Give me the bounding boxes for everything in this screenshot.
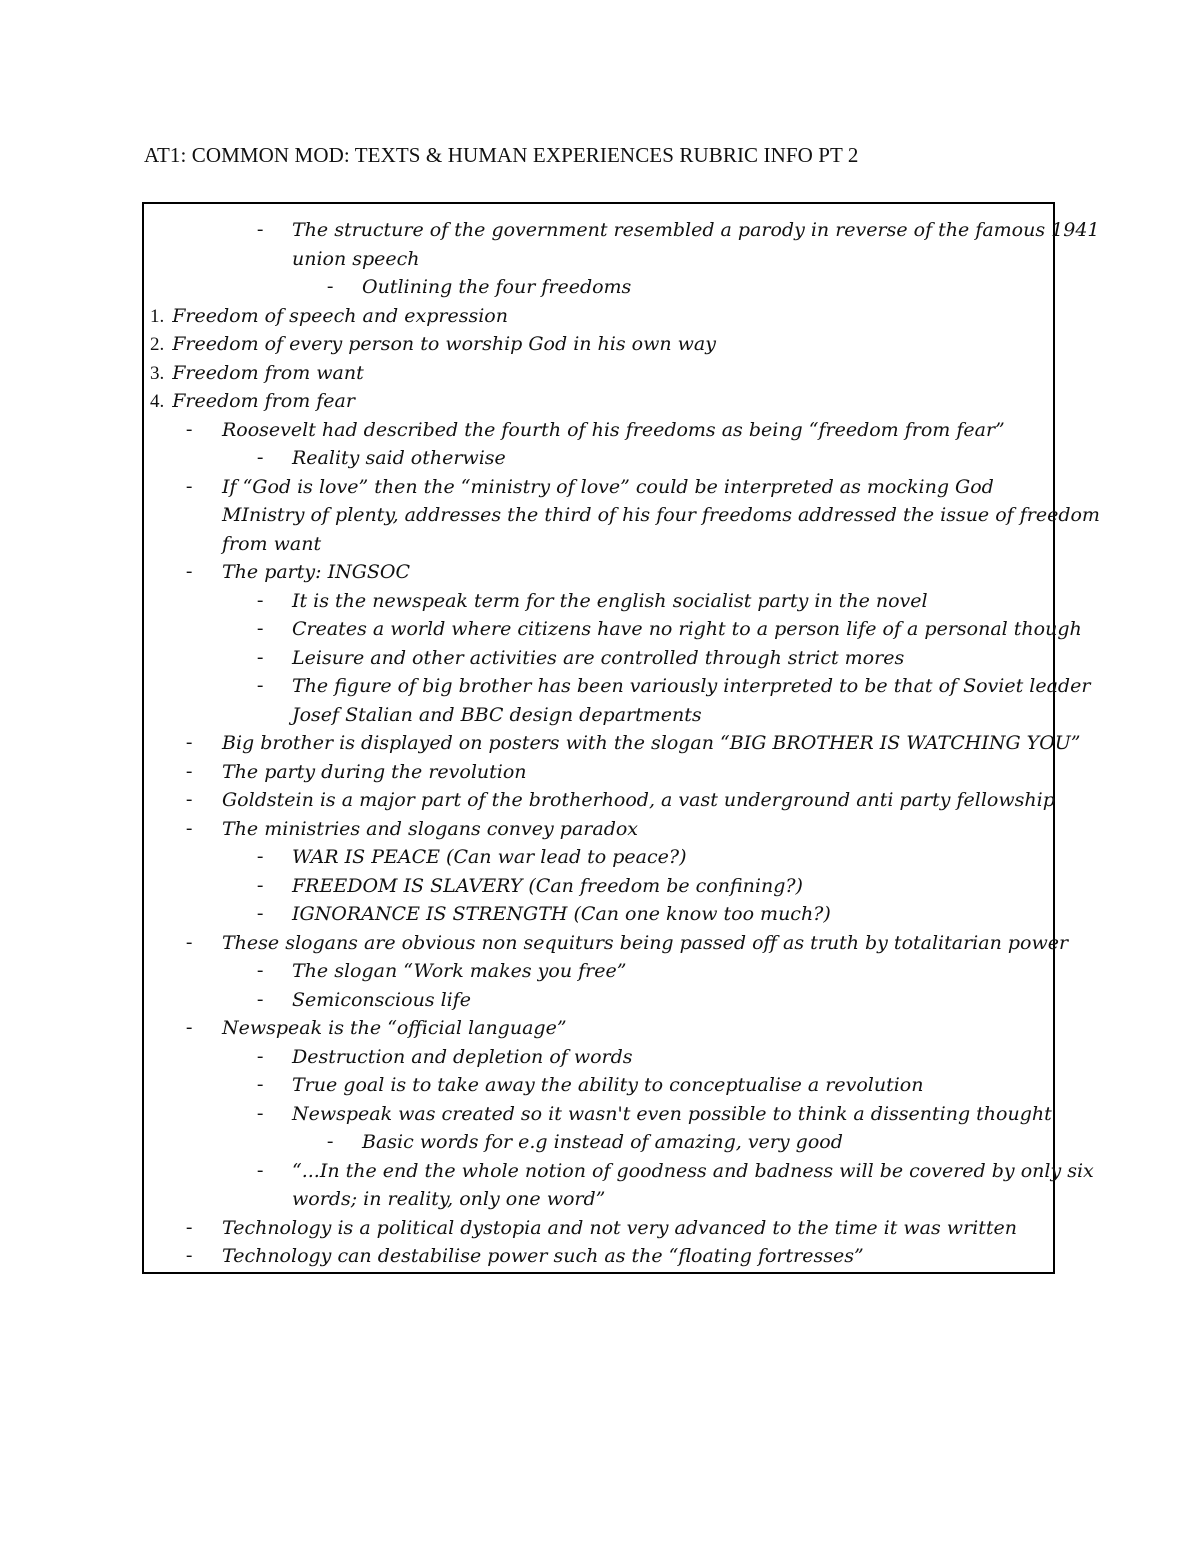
item-text: Freedom from want	[172, 361, 364, 384]
list-item	[222, 1242, 864, 1270]
bullet-dash: -	[257, 618, 264, 639]
bullet-dash: -	[186, 931, 193, 953]
list-item	[292, 1043, 633, 1071]
list-item	[292, 1157, 1094, 1185]
list-item	[222, 416, 1005, 444]
item-text: It is the newspeak term for the english socialist party in the novel	[292, 589, 928, 612]
item-text: True goal is to take away the ability to conceptualise a revolution	[292, 1074, 924, 1096]
bullet-dash: -	[257, 219, 264, 240]
item-text: Freedom of speech and expression	[172, 304, 508, 327]
bullet-dash: -	[257, 1159, 264, 1181]
item-text: The party during the revolution	[222, 760, 527, 783]
list-item	[292, 900, 831, 928]
bullet-dash: -	[257, 874, 264, 896]
list-item	[222, 729, 1081, 757]
list-item	[362, 1128, 843, 1156]
bullet-dash: -	[186, 1017, 193, 1038]
list-item	[292, 672, 1090, 700]
item-text: The structure of the government resembled a parody in reverse of the famous 1941	[292, 219, 1100, 241]
item-text: “...In the end the whole notion of goodness and badness will be covered by only six	[292, 1159, 1094, 1182]
item-text: Josef Stalian and BBC design departments	[292, 703, 702, 726]
list-item	[222, 786, 1055, 814]
list-item	[222, 530, 321, 558]
item-text: Big brother is displayed on posters with the slogan “BIG BROTHER IS WATCHING YOU”	[222, 732, 1081, 754]
item-text: MInistry of plenty, addresses the third of his four freedoms addressed the issue of freedom	[222, 504, 1100, 526]
list-item	[362, 273, 631, 301]
list-item	[292, 843, 686, 871]
item-text: Roosevelt had described the fourth of his freedoms as being “freedom from fear”	[222, 418, 1005, 441]
list-item	[292, 615, 1082, 643]
bullet-dash: -	[257, 646, 264, 668]
bullet-dash: -	[257, 589, 264, 611]
item-text: Leisure and other activities are controlled through strict mores	[292, 646, 905, 669]
item-text: The party: INGSOC	[222, 561, 411, 583]
list-item	[292, 216, 1100, 244]
item-text: Freedom of every person to worship God in his own way	[172, 333, 716, 355]
list-item	[292, 986, 471, 1014]
bullet-dash: -	[186, 1245, 193, 1266]
item-text: If “God is love” then the “ministry of love” could be interpreted as mocking God	[222, 475, 994, 498]
list-item	[292, 957, 626, 985]
list-item	[292, 245, 420, 273]
item-text: These slogans are obvious non sequiturs being passed off as truth by totalitarian power	[222, 931, 1069, 954]
item-text: Basic words for e.g instead of amazing, very good	[362, 1131, 843, 1153]
item-text: Destruction and depletion of words	[292, 1045, 633, 1068]
item-text: WAR IS PEACE (Can war lead to peace?)	[292, 846, 687, 868]
item-text: FREEDOM IS SLAVERY (Can freedom be confining?)	[292, 874, 803, 897]
item-text: Creates a world where citizens have no right to a person life of a personal though	[292, 618, 1082, 640]
bullet-dash: -	[327, 276, 334, 297]
bullet-dash: -	[186, 789, 193, 810]
bullet-dash: -	[186, 732, 193, 753]
list-item	[222, 501, 1100, 529]
list-item	[292, 644, 904, 672]
list-item	[292, 1071, 923, 1099]
item-text: Reality said otherwise	[292, 447, 506, 469]
list-item	[292, 1100, 1052, 1128]
list-item	[292, 701, 702, 729]
item-text: The slogan “Work makes you free”	[292, 960, 627, 982]
item-text: Technology is a political dystopia and not very advanced to the time it was written	[222, 1216, 1017, 1239]
list-item	[292, 587, 928, 615]
bullet-dash: -	[257, 960, 264, 981]
item-text: The figure of big brother has been variously interpreted to be that of Soviet leader	[292, 675, 1091, 697]
item-text: The ministries and slogans convey paradox	[222, 817, 639, 840]
item-text: Freedom from fear	[172, 390, 355, 412]
bullet-dash: -	[257, 675, 264, 696]
item-text: union speech	[292, 247, 420, 270]
bullet-dash: -	[257, 447, 264, 468]
list-item	[222, 1014, 567, 1042]
list-item	[292, 444, 506, 472]
list-item	[292, 1185, 605, 1213]
bullet-dash: -	[327, 1131, 334, 1152]
item-text: Semiconscious life	[292, 988, 472, 1011]
bullet-dash: -	[186, 817, 193, 839]
item-text: Goldstein is a major part of the brotherhood, a vast underground anti party fellowship	[222, 789, 1055, 811]
numbered-item	[150, 359, 364, 388]
bullet-dash: -	[257, 988, 264, 1010]
item-text: words; in reality, only one word”	[292, 1188, 606, 1210]
item-number: 2.	[150, 334, 165, 355]
bullet-dash: -	[186, 475, 193, 497]
list-item	[222, 815, 638, 843]
item-text: Outlining the four freedoms	[362, 276, 632, 298]
numbered-item	[150, 387, 355, 416]
bullet-dash: -	[186, 418, 193, 440]
item-text: IGNORANCE IS STRENGTH (Can one know too much?)	[292, 903, 831, 925]
item-text: Technology can destabilise power such as the “floating fortresses”	[222, 1245, 864, 1267]
bullet-dash: -	[186, 561, 193, 582]
bullet-dash: -	[186, 1216, 193, 1238]
bullet-dash: -	[257, 1102, 264, 1124]
list-item	[292, 872, 803, 900]
bullet-dash: -	[257, 903, 264, 924]
document-title: AT1: COMMON MOD: TEXTS & HUMAN EXPERIENCES RUBRIC INFO PT 2	[144, 143, 859, 167]
list-item	[222, 558, 410, 586]
numbered-item	[150, 302, 508, 331]
list-item	[222, 1214, 1017, 1242]
item-number: 3.	[150, 362, 165, 384]
item-text: from want	[222, 532, 322, 555]
bullet-dash: -	[257, 1045, 264, 1067]
list-item	[222, 758, 527, 786]
item-number: 4.	[150, 391, 165, 412]
list-item	[222, 473, 994, 501]
bullet-dash: -	[257, 1074, 264, 1095]
numbered-item	[150, 330, 716, 359]
bullet-dash: -	[186, 760, 193, 782]
list-item	[222, 929, 1068, 957]
bullet-dash: -	[257, 846, 264, 867]
item-number: 1.	[150, 305, 165, 327]
item-text: Newspeak is the “official language”	[222, 1017, 567, 1039]
item-text: Newspeak was created so it wasn't even possible to think a dissenting thought	[292, 1102, 1052, 1125]
